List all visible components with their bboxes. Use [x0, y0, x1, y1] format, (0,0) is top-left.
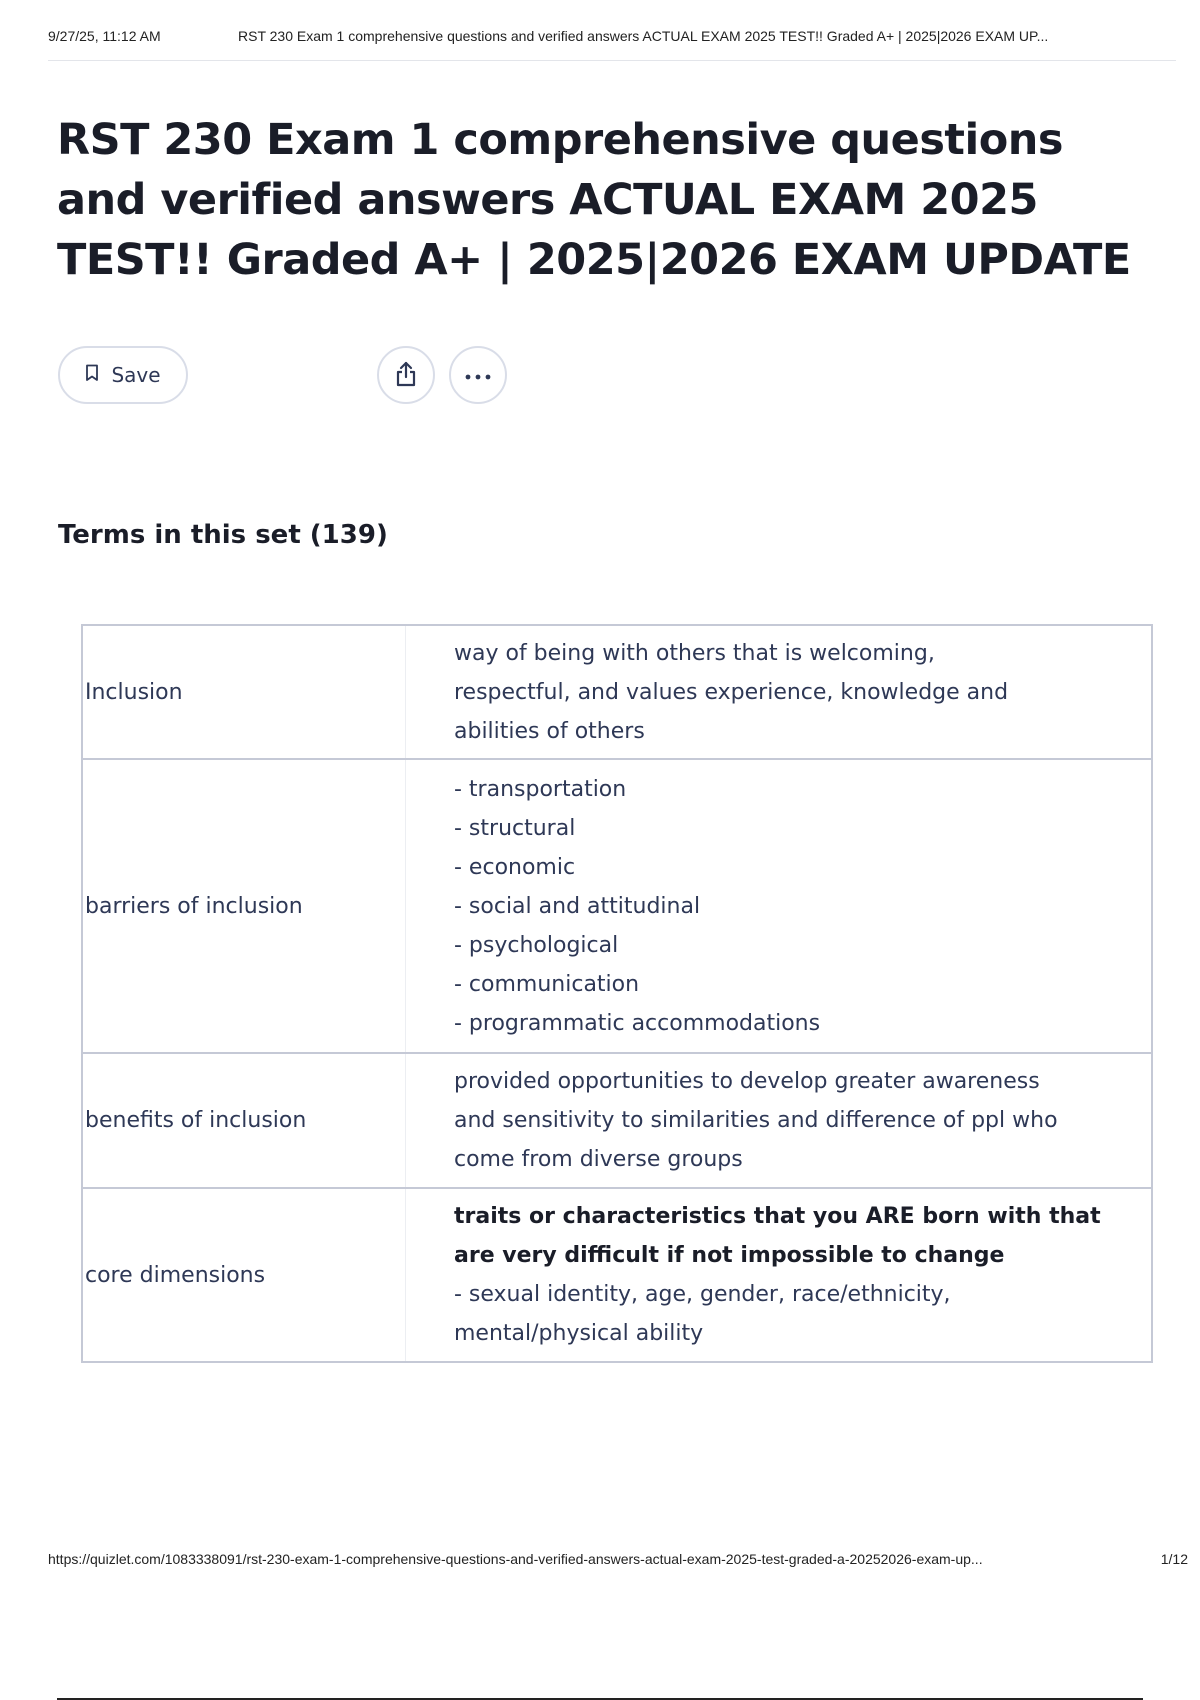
definition-line: - sexual identity, age, gender, race/ethnicity,: [454, 1282, 951, 1307]
definition-line: and sensitivity to similarities and difference of ppl who: [454, 1108, 1058, 1133]
definition-line: provided opportunities to develop greater awareness: [454, 1069, 1040, 1094]
definition-line: - programmatic accommodations: [454, 1010, 821, 1036]
definition-line: - structural: [454, 815, 576, 841]
term-cell: Inclusion: [82, 625, 406, 759]
term-cell: benefits of inclusion: [82, 1053, 406, 1188]
terms-table: [81, 624, 1153, 1363]
print-document-title: RST 230 Exam 1 comprehensive questions and verified answers ACTUAL EXAM 2025 TEST!! Graded A+ | 2025|2026 EXAM UP...: [238, 28, 1049, 44]
more-options-button[interactable]: [449, 346, 507, 404]
definition-cell: [406, 1053, 1153, 1188]
definition-line: come from diverse groups: [454, 1147, 743, 1172]
page-number: 1/12: [1160, 1551, 1188, 1567]
definition-line: mental/physical ability: [454, 1321, 704, 1346]
definition-line: - psychological: [454, 932, 619, 958]
term-row: [82, 759, 1152, 1053]
definition-cell: [406, 1188, 1153, 1362]
print-date: 9/27/25, 11:12 AM: [48, 28, 161, 44]
share-button[interactable]: [377, 346, 435, 404]
definition-line: - economic: [454, 854, 576, 880]
definition-line: are very difficult if not impossible to change: [454, 1243, 1005, 1268]
term-cell: core dimensions: [82, 1188, 406, 1362]
more-icon: [465, 368, 491, 383]
save-label: Save: [111, 363, 161, 387]
page-title: RST 230 Exam 1 comprehensive questions and verified answers ACTUAL EXAM 2025 TEST!! Graded A+ | 2025|2026 EXAM UPDATE: [57, 115, 1131, 285]
print-footer: [48, 1551, 1188, 1567]
definition-line: abilities of others: [454, 718, 645, 744]
term-row: [82, 1053, 1152, 1188]
definition-line: - transportation: [454, 776, 627, 802]
term-row: [82, 625, 1152, 759]
definition-line: respectful, and values experience, knowledge and: [454, 679, 1009, 705]
definition-line: - social and attitudinal: [454, 893, 701, 919]
definition-line: - communication: [454, 971, 640, 997]
terms-heading: Terms in this set (139): [58, 520, 388, 550]
save-button[interactable]: [58, 346, 188, 404]
definition-line: traits or characteristics that you ARE born with that: [454, 1204, 1101, 1229]
bookmark-icon: [85, 363, 99, 387]
share-icon: [394, 361, 418, 390]
term-cell: barriers of inclusion: [82, 759, 406, 1053]
definition-cell: [406, 759, 1153, 1053]
print-url: https://quizlet.com/1083338091/rst-230-exam-1-comprehensive-questions-and-verified-answers-actual-exam-2025-test-graded-a-20252026-exam-up...: [48, 1551, 983, 1567]
print-header: [48, 28, 1176, 61]
definition-line: way of being with others that is welcoming,: [454, 640, 935, 666]
definition-cell: [406, 625, 1153, 759]
term-row: [82, 1188, 1152, 1362]
